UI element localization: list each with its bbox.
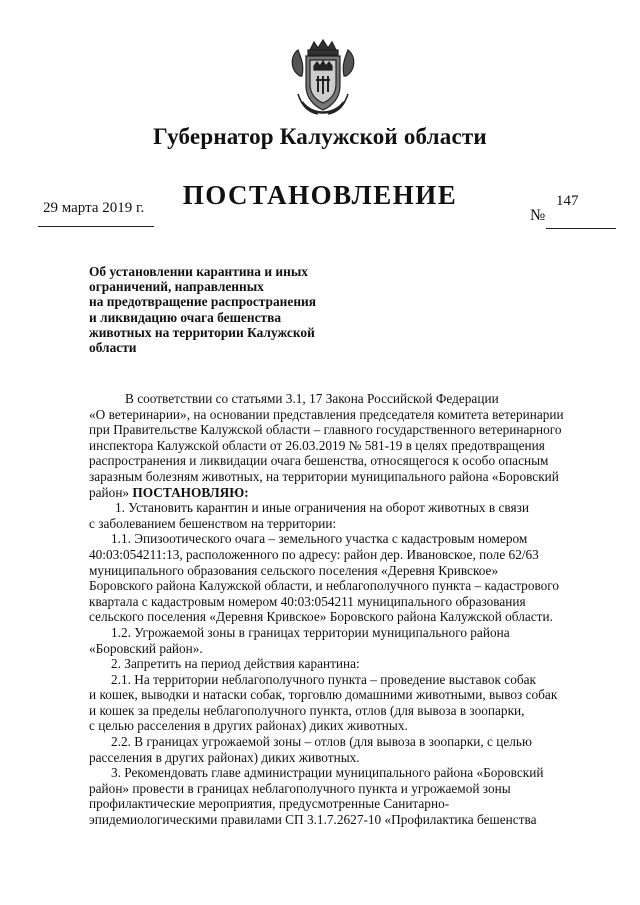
body-line: «Боровский район». <box>89 640 203 656</box>
body-line: эпидемиологическими правилами СП 3.1.7.2627-10 «Профилактика бешенства <box>89 812 537 828</box>
subject-line: ограничений, направленных <box>89 279 264 295</box>
body-line: район» провести в границах неблагополучного пункта и угрожаемой зоны <box>89 780 511 796</box>
subject-line: Об установлении карантина и иных <box>89 264 308 279</box>
date-underline <box>38 226 154 227</box>
body-line: Боровского района Калужской области, и неблагополучного пункта – кадастрового <box>89 578 560 594</box>
number-sign: № <box>530 207 546 224</box>
body-line: сельского поселения «Деревня Кривское» Боровского района Калужской области. <box>89 609 553 625</box>
body-line: и кошек за пределы неблагополучного пункта, отлов (для вывоза в зоопарки, <box>89 702 525 718</box>
body-line: 2. Запретить на период действия карантина: <box>111 656 360 672</box>
body-line: заразным болезням животных, на территории муниципального района «Боровский <box>89 468 559 484</box>
organization-title: Губернатор Калужской области <box>153 124 487 149</box>
document-date: 29 марта 2019 г. <box>43 200 145 216</box>
body-text: район» <box>89 484 130 500</box>
decree-word: ПОСТАНОВЛЯЮ: <box>132 484 249 500</box>
body-line <box>89 485 601 501</box>
body-line: 40:03:054211:13, расположенного по адресу: район дер. Ивановское, поле 62/63 <box>89 546 539 562</box>
number-underline <box>546 228 616 229</box>
body-line: профилактические мероприятия, предусмотренные Санитарно- <box>89 796 450 812</box>
body-line: с целью расселения в других районах) диких животных. <box>89 718 408 734</box>
body-line: при Правительстве Калужской области – главного государственного ветеринарного <box>89 422 562 438</box>
body-line: и кошек, выводки и натаски собак, торговлю домашними животными, вывоз собак <box>89 687 558 703</box>
subject-line: области <box>89 340 137 356</box>
body-line: 3. Рекомендовать главе администрации муниципального района «Боровский <box>111 765 544 781</box>
document-body <box>89 391 601 828</box>
body-line: с заболеванием бешенством на территории: <box>89 515 337 531</box>
body-line: 1.2. Угрожаемой зоны в границах территории муниципального района <box>111 624 510 640</box>
body-line: В соответствии со статьями 3.1, 17 Закона Российской Федерации <box>125 391 499 406</box>
body-line: 2.2. В границах угрожаемой зоны – отлов (для вывоза в зоопарки, с целью <box>111 734 532 750</box>
body-line: 1. Установить карантин и иные ограничения на оборот животных в связи <box>115 500 529 516</box>
body-line: муниципального образования сельского поселения «Деревня Кривское» <box>89 562 499 578</box>
body-line: распространения и ликвидации очага бешенства, относящегося к особо опасным <box>89 453 549 469</box>
body-line: расселения в других районах) диких животных. <box>89 749 360 765</box>
body-line: 2.1. На территории неблагополучного пункта – проведение выставок собак <box>111 671 536 687</box>
document-subject <box>89 264 327 355</box>
body-line: инспектора Калужской области от 26.03.2019 № 581-19 в целях предотвращения <box>89 437 545 453</box>
coat-of-arms-emblem <box>288 36 358 118</box>
document-number: 147 <box>556 193 579 209</box>
body-line: 1.1. Эпизоотического очага – земельного участка с кадастровым номером <box>111 531 528 547</box>
subject-line: и ликвидацию очага бешенства <box>89 309 282 325</box>
body-line: «О ветеринарии», на основании представления председателя комитета ветеринарии <box>89 406 564 422</box>
document-type-heading: ПОСТАНОВЛЕНИЕ <box>182 180 458 210</box>
body-line: квартала с кадастровым номером 40:03:054211 муниципального образования <box>89 593 526 609</box>
subject-line: на предотвращение распространения <box>89 294 317 310</box>
subject-line: животных на территории Калужской <box>89 324 315 340</box>
